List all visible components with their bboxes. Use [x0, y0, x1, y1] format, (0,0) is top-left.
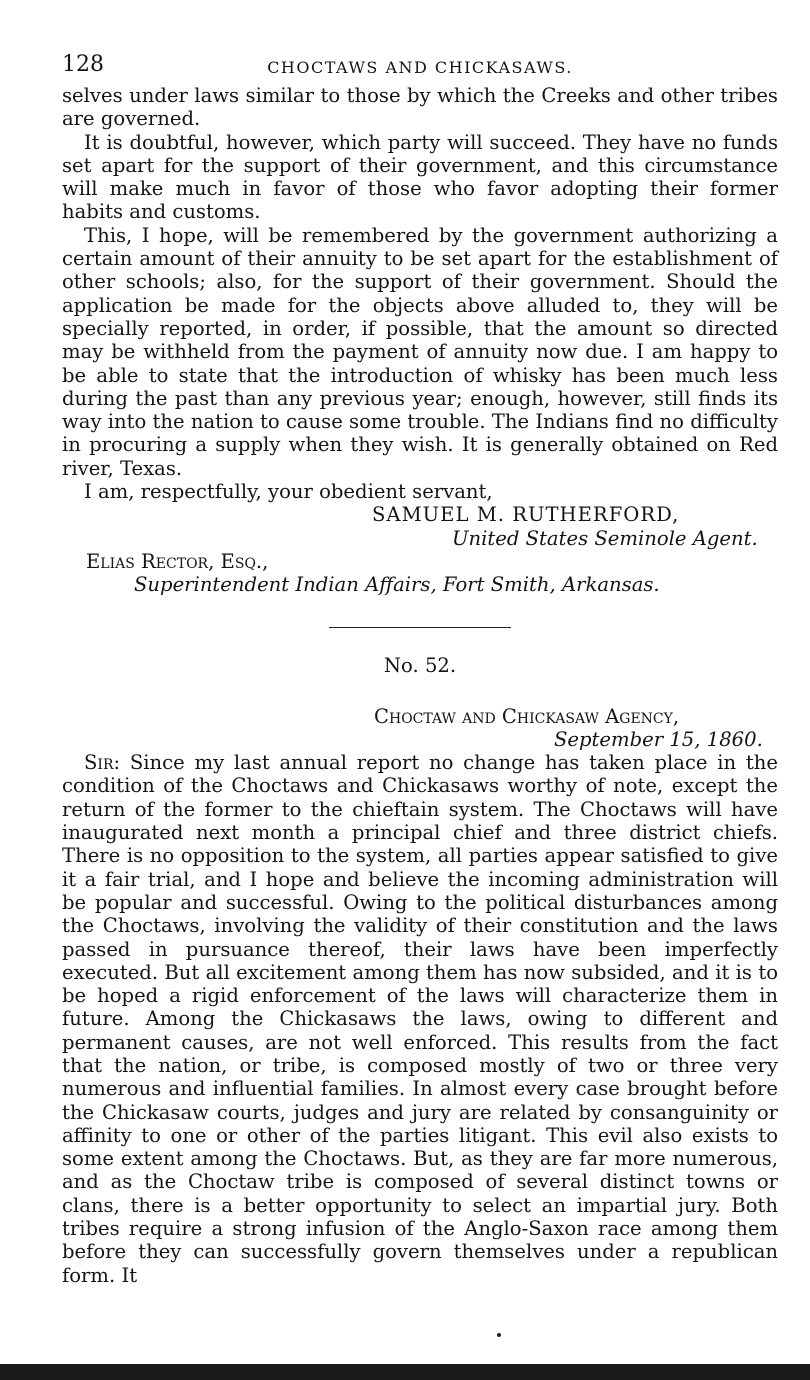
report-body	[62, 751, 778, 1287]
scan-edge	[0, 1364, 810, 1380]
salutation: Sir:	[84, 751, 121, 775]
addressee-title: Superintendent Indian Affairs, Fort Smith, Arkansas.	[134, 573, 660, 597]
letter-paragraph: selves under laws similar to those by which the Creeks and other tribes are governed.	[62, 84, 778, 131]
report-place: Choctaw and Chickasaw Agency,	[374, 704, 680, 728]
letter-paragraph: This, I hope, will be remembered by the government authorizing a certain amount of their annuity to be set apart for the establishment of other schools; also, for the support of their government. Should the application be made for the objects above alluded to, they will be specially reported, in order, if possible, that the amount so directed may be withheld from the payment of annuity now due. I am happy to be able to state that the introduction of whisky has been much less during the past than any previous year; enough, however, still finds its way into the nation to cause some trouble. The Indians find no difficulty in procuring a supply when they wish. It is generally obtained on Red river, Texas.	[62, 223, 778, 480]
report-date	[62, 728, 778, 751]
page-header	[62, 50, 778, 84]
page-number: 128	[62, 52, 104, 77]
document-page	[62, 50, 778, 1287]
letter-closing: I am, respectfully, your obedient servant,	[84, 480, 493, 504]
addressee-name: Elias Rector, Esq.,	[86, 549, 269, 573]
section-divider	[329, 627, 511, 628]
signature-name: SAMUEL M. RUTHERFORD,	[372, 503, 680, 527]
report-body-text: Since my last annual report no change has taken place in the condition of the Choctaws and Chickasaws worthy of note, except the return of the former to the chieftain system. The Choctaws will have inaugurated next month a principal chief and three district chiefs. There is no opposition to the system, all parties appear satisfied to give it a fair trial, and I hope and believe the incoming administration will be popular and successful. Owing to the political disturbances among the Choctaws, involving the validity of their constitution and the laws passed in pursuance thereof, their laws have been imperfectly executed. But all excitement among them has now subsided, and it is to be hoped a rigid enforcement of the laws will characterize them in future. Among the Chickasaws the laws, owing to different and permanent causes, are not well enforced. This results from the fact that the nation, or tribe, is composed mostly of two or three very numerous and influential families. In almost every case brought before the Chickasaw courts, judges and jury are related by consanguinity or affinity to one or other of the parties litigant. This evil also exists to some extent among the Choctaws. But, as they are far more numerous, and as the Choctaw tribe is composed of several distinct towns or clans, there is a better opportunity to select an impartial jury. Both tribes require a strong infusion of the Anglo-Saxon race among them before they can successfully govern themselves under a republican form. It	[62, 751, 778, 1287]
signature-title: United States Seminole Agent.	[452, 526, 758, 550]
report-date-text: September 15, 1860.	[554, 727, 763, 751]
letter-paragraph: It is doubtful, however, which party will succeed. They have no funds set apart for the support of their government, and this circumstance will make much in favor of those who favor adopting their former habits and customs.	[62, 130, 778, 224]
running-title: CHOCTAWS AND CHICKASAWS.	[267, 58, 573, 77]
print-speck	[497, 1333, 501, 1337]
document-number: No. 52.	[383, 653, 457, 677]
